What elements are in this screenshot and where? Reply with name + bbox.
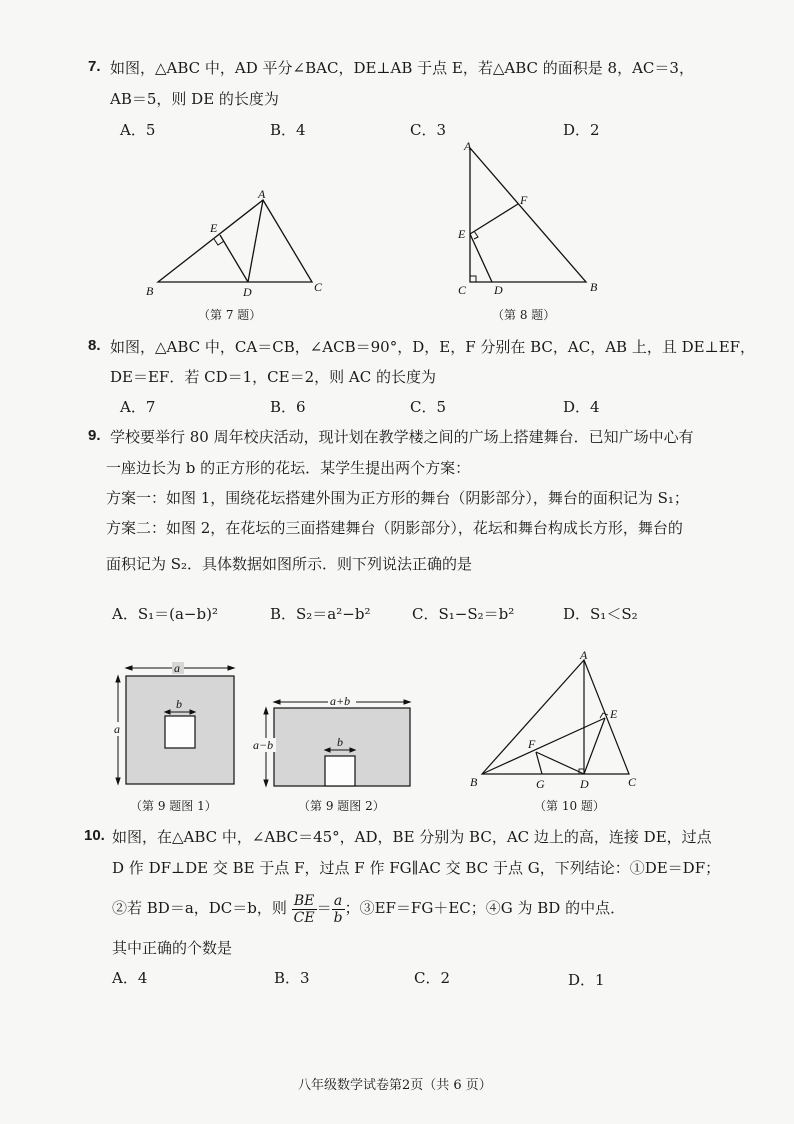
q8-number: 8. (88, 337, 101, 354)
q7-option-b: B．4 (270, 121, 306, 139)
q8-option-a: A．7 (120, 398, 156, 416)
q9-caption1: （第 9 题图 1） (130, 799, 217, 813)
figure-q9-2 (252, 690, 417, 790)
q9-stem-line1: 学校要举行 80 周年校庆活动，现计划在教学楼之间的广场上搭建舞台．已知广场中心有 (110, 428, 694, 446)
fig10-label-e: E (610, 707, 618, 721)
page-footer: 八年级数学试卷第2页（共 6 页） (298, 1078, 492, 1093)
fig7-label-d: D (243, 285, 252, 299)
q10-caption: （第 10 题） (534, 799, 605, 813)
q10-number: 10. (84, 827, 105, 844)
fig8-label-f: F (520, 193, 528, 207)
q9-stem-line4: 方案二：如图 2，在花坛的三面搭建舞台（阴影部分），花坛和舞台构成长方形，舞台的 (106, 519, 683, 537)
q9-stem-line3: 方案一：如图 1，围绕花坛搭建外围为正方形的舞台（阴影部分），舞台的面积记为 S₁； (106, 489, 689, 507)
q9-number: 9. (88, 427, 101, 444)
q10-option-c: C．2 (414, 969, 451, 987)
fig7-label-e: E (210, 221, 218, 235)
q10-fraction-be-ce (292, 893, 317, 926)
fig8-label-b: B (590, 280, 598, 294)
fig10-label-g: G (536, 777, 545, 791)
q10-frac-num: BE (292, 893, 317, 910)
q9-option-d: D．S₁＜S₂ (563, 605, 638, 623)
fig10-label-d: D (580, 777, 589, 791)
q9-option-c: C．S₁−S₂＝b² (412, 605, 515, 623)
q10-stem-line4: 其中正确的个数是 (112, 939, 233, 957)
q10-stem-line1: 如图，在△ABC 中，∠ABC＝45°，AD，BE 分别为 BC，AC 边上的高，连接 DE，过点 (112, 828, 712, 846)
fig10-label-b: B (470, 775, 478, 789)
q8-option-c: C．5 (410, 398, 447, 416)
q9-caption2: （第 9 题图 2） (298, 799, 385, 813)
fig8-label-a: A (464, 139, 472, 153)
q10-frac2-num: a (332, 893, 345, 910)
figure-q7 (140, 188, 340, 303)
q9-option-b: B．S₂＝a²−b² (270, 605, 371, 623)
q10-stem-line3: ②若 BD＝a，DC＝b，则 $\frac{BE}{CE}$ ＝ $\frac{a}{b}$ ；③EF＝FG＋EC；④G 为 BD 的中点． (112, 892, 626, 926)
fig9-1-label-side: a (114, 722, 120, 736)
q10-frac-den: CE (293, 909, 315, 926)
fig10-label-c: C (628, 775, 637, 789)
q8-stem-line1: 如图，△ABC 中，CA＝CB，∠ACB＝90°，D，E，F 分别在 BC，AC，AB 上，且 DE⊥EF， (110, 338, 756, 356)
fig9-1-label-inner: b (176, 697, 182, 711)
q8-stem-line2: DE＝EF．若 CD＝1，CE＝2，则 AC 的长度为 (110, 368, 436, 386)
q10-stem-line3b: ；③EF＝FG＋EC；④G 为 BD 的中点． (344, 899, 626, 917)
q7-option-d: D．2 (563, 121, 600, 139)
q7-caption: （第 7 题） (198, 308, 262, 322)
q8-option-b: B．6 (270, 398, 306, 416)
q10-option-a: A．4 (112, 969, 148, 987)
q10-stem-line3a: ②若 BD＝a，DC＝b，则 (112, 899, 287, 917)
q7-stem-line1: 如图，△ABC 中，AD 平分∠BAC，DE⊥AB 于点 E，若△ABC 的面积是 8，AC＝3， (110, 59, 694, 77)
q9-stem-line5: 面积记为 S₂．具体数据如图所示．则下列说法正确的是 (106, 555, 473, 573)
q8-option-d: D．4 (563, 398, 600, 416)
q10-option-d: D．1 (568, 971, 605, 989)
q7-option-a: A．5 (120, 121, 156, 139)
figure-q9-1 (110, 658, 245, 793)
fig7-label-a: A (258, 188, 266, 201)
fig9-2-label-top: a+b (330, 694, 351, 708)
fig10-label-a: A (580, 648, 588, 662)
q9-option-a: A．S₁＝(a−b)² (112, 605, 218, 623)
q7-stem-line2: AB＝5，则 DE 的长度为 (110, 90, 279, 108)
fig10-label-f: F (528, 737, 536, 751)
q7-number: 7. (88, 58, 101, 75)
fig8-label-c: C (458, 283, 467, 297)
fig7-label-c: C (314, 280, 323, 294)
fig7-label-b: B (146, 284, 154, 298)
fig9-2-label-inner: b (337, 735, 343, 749)
q9-stem-line2: 一座边长为 b 的正方形的花坛．某学生提出两个方案： (106, 459, 471, 477)
figure-q8 (450, 138, 610, 303)
q10-fraction-a-b (332, 893, 345, 926)
q7-option-c: C．3 (410, 121, 447, 139)
figure-q10 (462, 648, 642, 793)
fig9-2-label-side: a−b (253, 738, 274, 752)
q8-caption: （第 8 题） (492, 308, 556, 322)
q10-stem-line2: D 作 DF⊥DE 交 BE 于点 F，过点 F 作 FG∥AC 交 BC 于点 G，下列结论：①DE＝DF； (112, 859, 721, 877)
fig9-1-label-top: a (174, 661, 180, 675)
fig8-label-e: E (458, 227, 466, 241)
fig8-label-d: D (494, 283, 503, 297)
q10-option-b: B．3 (274, 969, 310, 987)
q10-frac2-den: b (333, 909, 343, 926)
